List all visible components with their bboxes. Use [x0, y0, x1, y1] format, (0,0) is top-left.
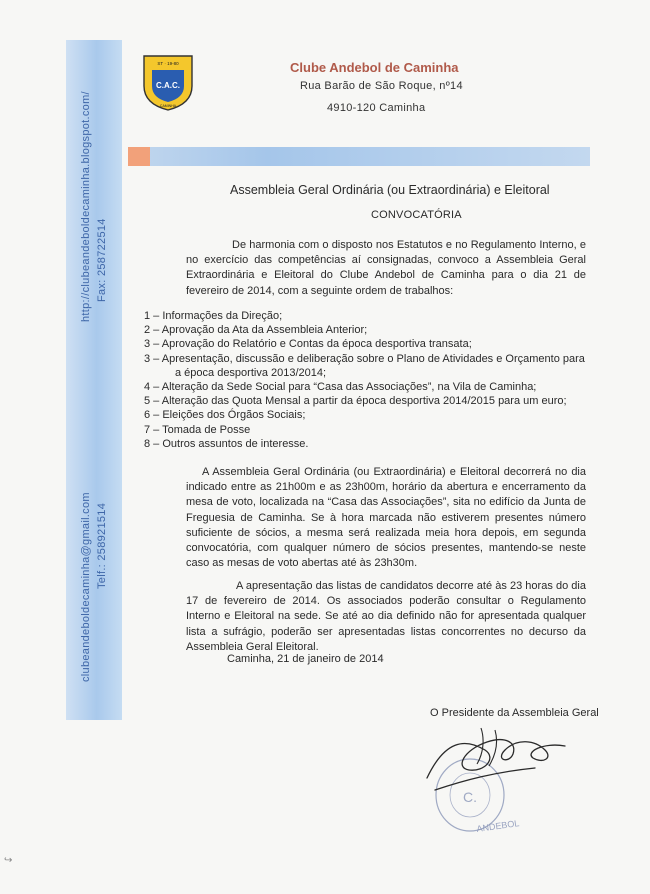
logo-top-text: ST · 19-80: [157, 61, 179, 66]
agenda-item-continuation: a época desportiva 2013/2014;: [175, 366, 327, 379]
scan-mark: ↪: [4, 855, 13, 866]
stamp-text: ANDEBOL: [475, 818, 520, 834]
logo-monogram: C.A.C.: [156, 81, 180, 90]
intro-paragraph: De harmonia com o disposto nos Estatutos e no Regulamento Interno, e no exercício das competências aí consignadas, convoco a Assembleia Geral Extraordinária e Eleitoral do Clube Andebol de Caminha para o dia 21 de fevereiro de 2014, com a seguinte ordem de trabalhos:: [186, 239, 586, 297]
club-name: Clube Andebol de Caminha: [290, 60, 459, 75]
fax-number: Fax: 258722514: [96, 218, 108, 302]
agenda-list: [144, 309, 585, 451]
agenda-item: 3 – Apresentação, discussão e deliberação sobre o Plano de Atividades e Orçamento para: [144, 352, 585, 365]
agenda-item: 1 – Informações da Direção;: [144, 310, 283, 322]
club-logo-icon: [138, 52, 198, 112]
sidebar-band: [66, 40, 122, 720]
signature-stamp-icon: [425, 720, 585, 840]
agenda-item: 3 – Aprovação do Relatório e Contas da época desportiva transata;: [144, 338, 472, 351]
agenda-item: 4 – Alteração da Sede Social para “Casa das Associações”, na Vila de Caminha;: [144, 381, 537, 394]
email-address: clubeandeboldecaminha@gmail.com: [80, 492, 92, 682]
document-subtitle: CONVOCATÓRIA: [371, 209, 462, 221]
voting-paragraph: A Assembleia Geral Ordinária (ou Extraordinária) e Eleitoral decorrerá no dia indicado entre as 21h00m e as 23h00m, horário da abertura e encerramento da mesa de voto, localizada na “Casa das Associações”, sita no edifício da Junta de Freguesia de Caminha. Se à hora marcada não estiverem presentes número suficiente de sócios, a mesma será realizada meia hora depois, em segunda convocatória, com qualquer número de sócios presentes, mantendo-se neste caso as mesas de voto abertas até às 23h30m.: [186, 466, 586, 570]
address-street: Rua Barão de São Roque, nº14: [300, 80, 463, 92]
header-accent-block: [128, 147, 150, 166]
phone-number: Telf.: 258921514: [96, 502, 108, 589]
agenda-item: 8 – Outros assuntos de interesse.: [144, 437, 309, 450]
blog-url: http://clubeandeboldecaminha.blogspot.com/: [80, 91, 92, 322]
document-title: Assembleia Geral Ordinária (ou Extraordinária) e Eleitoral: [230, 183, 550, 197]
agenda-item: 6 – Eleições dos Órgãos Sociais;: [144, 409, 306, 422]
signer-title: O Presidente da Assembleia Geral: [430, 707, 599, 719]
agenda-item: 7 – Tomada de Posse: [144, 423, 251, 436]
svg-text:C.: C.: [463, 789, 477, 805]
header-band: [128, 147, 590, 166]
agenda-item: 2 – Aprovação da Ata da Assembleia Anterior;: [144, 324, 368, 337]
logo-bottom-text: CAMINHA: [159, 104, 177, 108]
candidates-paragraph: A apresentação das listas de candidatos decorre até às 23 horas do dia 17 de fevereiro de 2014. Os associados poderão consultar o Regulamento Interno e Eleitoral na sede. Se até ao dia definido não for apresentada qualquer lista a sufrágio, poderão ser apresentadas listas concorrentes no decurso da Assembleia Geral Eleitoral.: [186, 580, 586, 653]
address-postcode: 4910-120 Caminha: [327, 102, 426, 114]
place-date: Caminha, 21 de janeiro de 2014: [227, 653, 384, 665]
agenda-item: 5 – Alteração das Quota Mensal a partir da época desportiva 2014/2015 para um euro;: [144, 395, 567, 408]
